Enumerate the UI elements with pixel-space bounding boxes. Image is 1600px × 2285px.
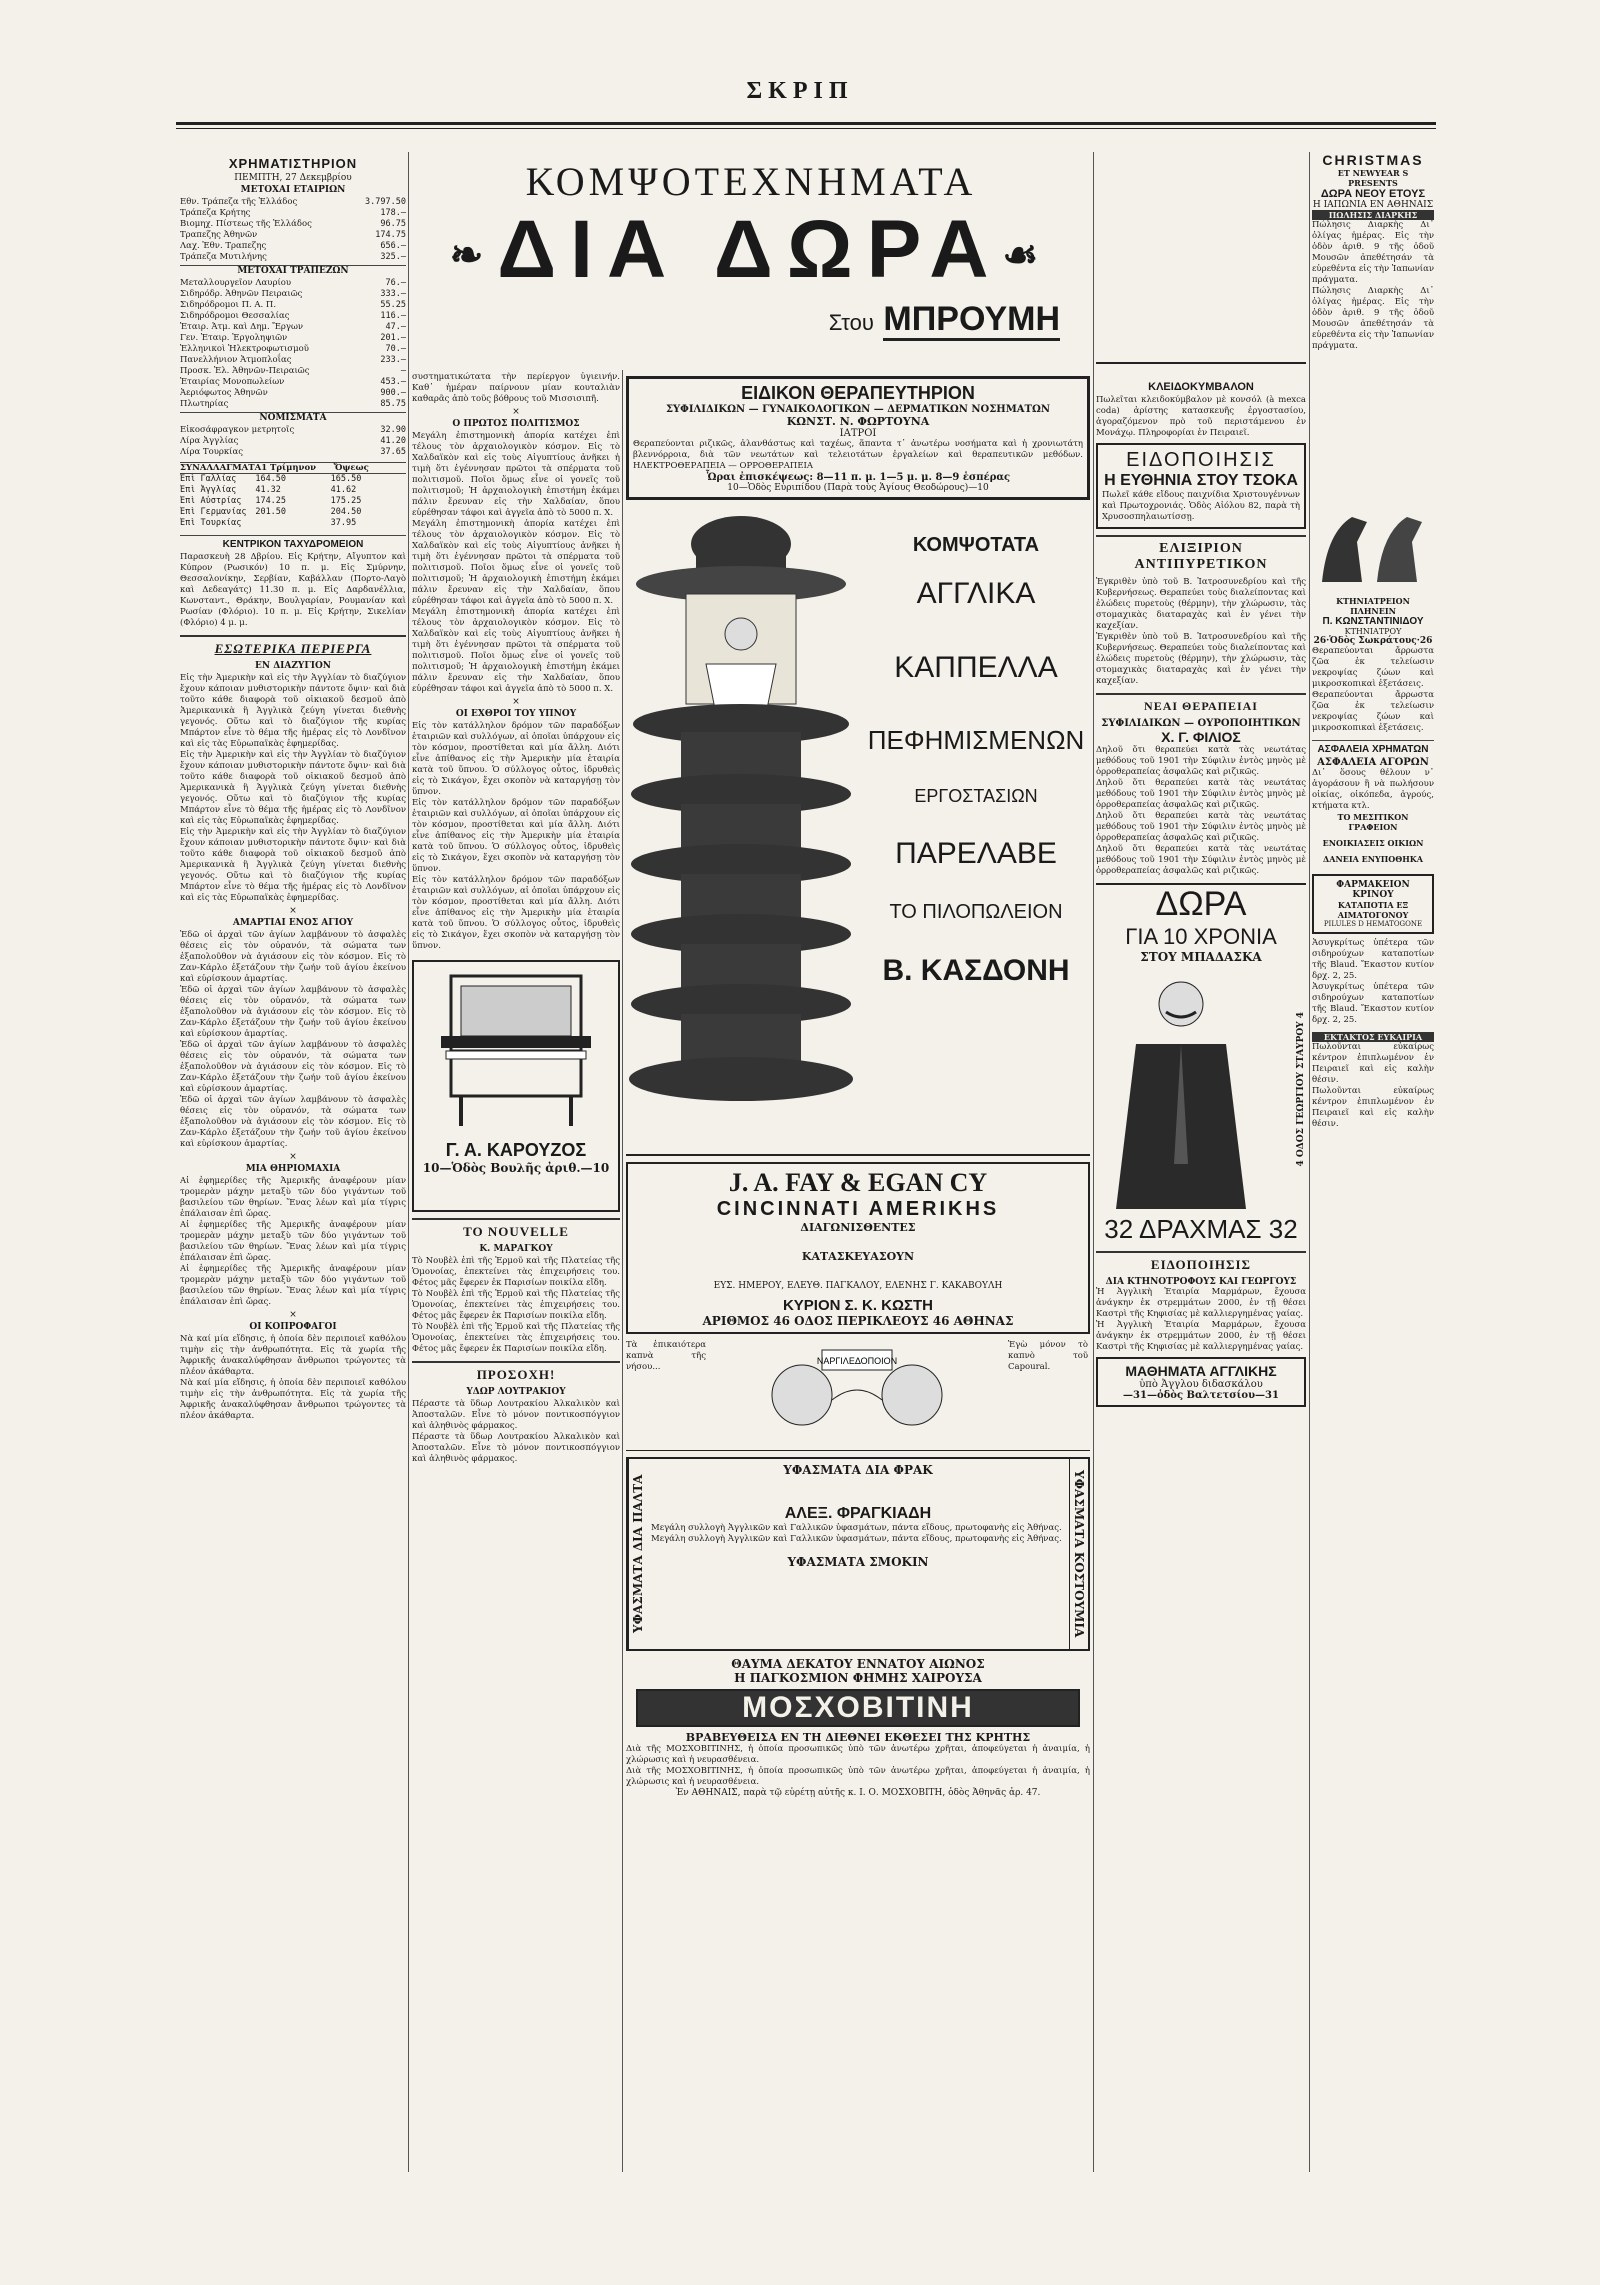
info2-title: ΕΙΔΟΠΟΙΗΣΙΣ: [1096, 1251, 1306, 1273]
vet-title: ΚΤΗΝΙΑΤΡΕΙΟΝ ΠΛΗΝΕΙΝ: [1336, 596, 1410, 616]
medical-text: Θεραπεύονται ριζικῶς, ἀλανθάστως καὶ ταχέως, ἅπαντα τ᾽ ἀνωτέρω νοσήματα καὶ ἡ χρονιωτάτη βλεννόρροια, διὰ τῶν νεωτάτων καὶ τελειοτάτων ἐργαλείων καὶ θεραπευτικῶν μεθόδων. ΗΛΕΚΤΡΟΘΕΡΑΠΕΙΑ — ΟΡΡΟΘΕΡΑΠΕΙΑ: [633, 439, 1083, 471]
company-shares-title: ΜΕΤΟΧΑΙ ΤΡΑΠΕΖΩΝ: [180, 265, 406, 276]
article-text: Μεγάλη ἐπιστημονικὴ ἀπορία κατέχει ἐπὶ τέλους τὸν ἀρχαιολογικὸν κόσμον. Εἰς τὸ Χαλδαϊκὸν καὶ εἰς τοὺς Αἰγυπτίους ἀνῆκει ἡ τιμὴ ὅτι ἐγέννησαν πρῶτοι τὰ σπέρματα τοῦ πολιτισμοῦ. Ποῖοι ὅμως εἶνε οἱ γονεῖς τοῦ πολιτισμοῦ; Ἡ ἀρχαιολογικὴ ἐπιστήμη ἐκάμει πάλιν ἔρευναν εἰς τὴν Χαλδαίαν, ὅπου εὑρέθησαν τάφοι καὶ ἀγγεῖα ἀπὸ τὸ 5000 π. Χ.: [412, 431, 620, 518]
pharmacy-text: Ἀσυγκρίτως ὑπέτερα τῶν σιδηρούχων καταποτίων τῆς Blaud. Ἔκαστον κυτίον δρχ. 2, 25.: [1312, 982, 1434, 1025]
nouvelle-owner: Κ. ΜΑΡΑΓΚΟΥ: [479, 1244, 553, 1254]
column-right-top-left: [1096, 152, 1306, 362]
column-divider: [408, 152, 409, 2172]
article-text: Ἐδῶ οἱ ἀρχαὶ τῶν ἁγίων λαμβάνουν τὸ ἀσφαλὲς θέσεις εἰς τὸν οὐρανόν, τὰ σώματα των ἐξαπολοῦθον νὰ ἀγιάσουν εἰς τὸν κόσμον. Εἰς τὸ Ζαν-Κάρλο ἐξετάζουν τὴν ζωήν τοῦ ἁγίου ἐκείνου καὶ εὑρίσκουν ἁμαρτίας.: [180, 930, 406, 984]
xmas-text: Πώλησις Διαρκὴς Δι᾽ ὀλίγας ἡμέρας. Εἰς τὴν ὁδὸν ἀριθ. 9 τῆς ὁδοῦ Μουσῶν ἀπεθέτησάν τὰ εὑρεθέντα εἰς τὴν Ἰαπωνίαν πράγματα.: [1312, 286, 1434, 351]
fay-ad-line: ΚΥΡΙΟΝ Σ. Κ. ΚΩΣΤΗ: [782, 1297, 934, 1314]
share-row: Προσκ. Ἐλ. Ἀθηνῶν-Πειραιῶς —: [180, 366, 406, 376]
hats-ad-line: Β. ΚΑΣΔΟΝΗ: [882, 954, 1070, 987]
article-title: ΜΙΑ ΘΗΡΙΟΜΑΧΙΑ: [245, 1164, 341, 1174]
article-text: Ἐδῶ οἱ ἀρχαὶ τῶν ἁγίων λαμβάνουν τὸ ἀσφαλὲς θέσεις εἰς τὸν οὐρανόν, τὰ σώματα των ἐξαπολοῦθον νὰ ἀγιάσουν εἰς τὸν κόσμον. Εἰς τὸ Ζαν-Κάρλο ἐξετάζουν τὴν ζωήν τοῦ ἁγίου ἐκείνου καὶ εὑρίσκουν ἁμαρτίας.: [180, 1040, 406, 1094]
article-title: ΕΝ ΔΙΑΖΥΓΙΟΝ: [254, 661, 332, 671]
fay-ad-line: ΑΡΙΘΜΟΣ 46 ΟΔΟΣ ΠΕΡΙΚΛΕΟΥΣ 46 ΑΘΗΝΑΣ: [702, 1314, 1014, 1328]
ad-line: Στου ΜΠΡΟΥΜΗ: [412, 300, 1090, 339]
column-right-middle: [1096, 372, 1306, 2172]
insurance-text: Δι᾽ ὅσους θέλουν ν᾽ ἀγοράσουν ἢ νὰ πωλήσουν οἰκίας, οἰκόπεδα, ἀγρούς, κτήματα κτλ.: [1312, 768, 1434, 811]
separator: ×: [289, 1152, 297, 1162]
opportunity-text: Πωλοῦνται εὐκαίρως κέντρον ἐπιπλωμένον ἐν Πειραιεῖ καὶ εἰς καλὴν θέσιν.: [1312, 1086, 1434, 1129]
fay-ad-line: CINCINNATI AMERIKHS: [716, 1198, 1000, 1220]
elixir-text: Ἐγκριθὲν ὑπὸ τοῦ Β. Ἰατροσυνεδρίου καὶ τῆς Κυβερνήσεως. Θεραπεύει τοὺς διαλείποντας καὶ ἐλώδεις πυρετοὺς (θέρμην), τὴν χλώρωσιν, τὰς στομαχικὰς διαταραχὰς καὶ ἐν γένει τὴν καχεξίαν.: [1096, 632, 1306, 686]
share-row: Πανελλήνιον Ἀτμοπλοΐας 233.—: [180, 355, 406, 365]
fabrics-text: Μεγάλη συλλογὴ Ἀγγλικῶν καὶ Γαλλικῶν ὑφασμάτων, πάντα εἴδους, πρωτοφανὴς εἰς Ἀθήνας.: [651, 1534, 1062, 1544]
article-text: Ἐδῶ οἱ ἀρχαὶ τῶν ἁγίων λαμβάνουν τὸ ἀσφαλὲς θέσεις εἰς τὸν οὐρανόν, τὰ σώματα των ἐξαπολοῦθον νὰ ἀγιάσουν εἰς τὸν κόσμον. Εἰς τὸ Ζαν-Κάρλο ἐξετάζουν τὴν ζωήν τοῦ ἁγίου ἐκείνου καὶ εὑρίσκουν ἁμαρτίας.: [180, 985, 406, 1039]
share-row: Σιδηρόδρομοι Θεσσαλίας 116.—: [180, 311, 406, 321]
gifts-shop: ΣΤΟΥ ΜΠΑΔΑΣΚΑ: [1140, 950, 1262, 964]
hats-ad-line: ΚΟΜΨΟΤΑΤΑ: [912, 534, 1040, 556]
article-text: Αἱ ἐφημερίδες τῆς Ἀμερικῆς ἀναφέρουν μίαν τρομερὰν μάχην μεταξὺ τῶν δύο γιγάντων τοῦ βασιλείου τῶν θηρίων. Ἕνας λέων καὶ μία τίγρις ἐπάλαισαν ἐπὶ ὥρας.: [180, 1264, 406, 1307]
column-exchange: [180, 152, 406, 2172]
gifts-side-address: 4 ΟΔΟΣ ΓΕΩΡΓΙΟΥ ΣΤΑΥΡΟΥ 4: [1296, 1011, 1306, 1167]
share-row: Εθν. Τράπεζα τῆς Ἑλλάδος 3.797.50: [180, 197, 406, 207]
article-text: Αἱ ἐφημερίδες τῆς Ἀμερικῆς ἀναφέρουν μίαν τρομερὰν μάχην μεταξὺ τῶν δύο γιγάντων τοῦ βασιλείου τῶν θηρίων. Ἕνας λέων καὶ μία τίγρις ἐπάλαισαν ἐπὶ ὥρας.: [180, 1220, 406, 1263]
home-news-title: ΕΣΩΤΕΡΙΚΑ ΠΕΡΙΕΡΓΑ: [180, 635, 406, 657]
pharmacy-text: Ἀσυγκρίτως ὑπέτερα τῶν σιδηρούχων καταποτίων τῆς Blaud. Ἔκαστον κυτίον δρχ. 2, 25.: [1312, 938, 1434, 981]
pharmacy-ad: [1312, 874, 1434, 934]
article-text: Νὰ καί μία εἴδησις, ἡ ὁποία δὲν περιποιεῖ καθόλου τιμὴν εἰς τὴν ἀνθρωπότητα. Εἰς τὰ χωρία τῆς Ἀφρικῆς ἀνακαλύφθησαν ἄνθρωποι τρώγοντες τὰ πλέον ἀκάθαρτα.: [180, 1378, 406, 1421]
fay-ad-line: ΔΙΑΓΩΝΙΣΘΕΝΤΕΣ: [800, 1221, 916, 1234]
article-text: Μεγάλη ἐπιστημονικὴ ἀπορία κατέχει ἐπὶ τέλους τὸν ἀρχαιολογικὸν κόσμον. Εἰς τὸ Χαλδαϊκὸν καὶ εἰς τοὺς Αἰγυπτίους ἀνῆκει ἡ τιμὴ ὅτι ἐγέννησαν πρῶτοι τὰ σπέρματα τοῦ πολιτισμοῦ. Ποῖοι ὅμως εἶνε οἱ γονεῖς τοῦ πολιτισμοῦ; Ἡ ἀρχαιολογικὴ ἐπιστήμη ἐκάμει πάλιν ἔρευναν εἰς τὴν Χαλδαίαν, ὅπου εὑρέθησαν τάφοι καὶ ἀγγεῖα ἀπὸ τὸ 5000 π. Χ.: [412, 519, 620, 606]
vet-text: Θεραπεύονται ἄρρωστα ζῶα ἐκ τελείωσιν νεκροψίας ζώων καὶ μικροσκοπικαὶ ἐξετάσεις.: [1312, 646, 1434, 689]
article-text: συστηματικώτατα τὴν περίεργον ὑγιεινήν. Καθ᾽ ἡμέραν παίρνουν μίαν κουταλιὰν καθαρᾶς ἀπὸ τοῦς βόθρους τοῦ Μισσισιπῆ.: [412, 372, 620, 404]
pharmacy-sub: ΚΑΤΑΠΟΤΙΑ ΕΞ ΑΙΜΑΤΟΓΟΝΟΥ: [1337, 900, 1409, 920]
fay-ad-line: J. A. FAY & EGAN CY: [728, 1168, 988, 1197]
masthead-rule: [176, 122, 1436, 125]
vet-address: 26·Ὁδὸς Σωκράτους·26: [1313, 636, 1433, 646]
column-divider: [1093, 152, 1094, 2172]
currency-row: Λίρα Τουρκίας 37.65: [180, 447, 406, 457]
post-title: ΚΕΝΤΡΙΚΟΝ ΤΑΧΥΔΡΟΜΕΙΟΝ: [180, 535, 406, 550]
moschovitis-line: Η ΠΑΓΚΟΣΜΙΟΝ ΦΗΜΗΣ ΧΑΙΡΟΥΣΑ: [734, 1671, 982, 1685]
opportunity-title: ΕΚΤΑΚΤΟΣ ΕΥΚΑΙΡΙΑ: [1312, 1032, 1434, 1042]
moschovitis-ad: [626, 1657, 1090, 1798]
fabrics-center: [647, 1459, 1069, 1649]
cartoon-ad: [626, 1340, 1090, 1451]
fabrics-text: Μεγάλη συλλογὴ Ἀγγλικῶν καὶ Γαλλικῶν ὑφασμάτων, πάντα εἴδους, πρωτοφανὴς εἰς Ἀθήνας.: [651, 1523, 1062, 1533]
fabrics-side-label: ΥΦΑΣΜΑΤΑ ΔΙΑ ΠΑΛΤΑ: [628, 1459, 647, 1649]
currency-title: ΝΟΜΙΣΜΑΤΑ: [180, 412, 406, 423]
ad-line: ΚΟΜΨΟΤΕΧΝΗΜΑΤΑ: [525, 159, 977, 204]
hats-ad-line: ΕΡΓΟΣΤΑΣΙΩΝ: [914, 786, 1038, 806]
fay-ad-line: ΕΥΣ. ΗΜΕΡΟΥ, ΕΛΕΥΘ. ΠΑΓΚΑΛΟΥ, ΕΛΕΝΗΣ Γ. ΚΑΚΑΒΟΥΛΗ: [713, 1281, 1003, 1291]
medical-title: ΕΙΔΙΚΟΝ ΘΕΡΑΠΕΥΤΗΡΙΟΝ: [741, 383, 975, 403]
separator: ×: [512, 697, 520, 707]
share-row: Τραπεζης Ἀθηνῶν 174.75: [180, 230, 406, 240]
syphilis-text: Δηλοῦ ὅτι θεραπεύει κατὰ τὰς νεωτάτας μεθόδους τοῦ 1901 τὴν Σύφιλιν ἐντὸς μηνὸς μὲ ὁρροθεραπείας ἀσφαλῶς καὶ ριζικῶς.: [1096, 778, 1306, 810]
water-text: Πέραστε τὰ ὕδωρ Λουτρακίου Ἀλκαλικὸν καὶ Ἀποσταλῶν. Εἶνε τὸ μόνον ποντικοσπόγγιον καὶ ἀληθινὸς φάρμακος.: [412, 1399, 620, 1431]
fay-ad-line: ΚΑΤΑΣΚΕΥΑΣΟΥΝ: [801, 1250, 915, 1263]
hats-ad-line: ΠΑΡΕΛΑΒΕ: [895, 837, 1057, 870]
hats-ad-line: ΚΑΠΠΕΛΛΑ: [894, 651, 1058, 684]
column-politics: [412, 372, 620, 2172]
english-title: ΜΑΘΗΜΑΤΑ ΑΓΓΛΙΚΗΣ: [1125, 1363, 1277, 1379]
share-row: Τράπεζα Μυτιλήνης 325.—: [180, 252, 406, 262]
cartoon-caption: Τὰ ἐπικαιότερα καπνὰ τῆς νήσου...: [626, 1340, 706, 1372]
hats-ad-line: ΑΓΓΛΙΚΑ: [916, 577, 1036, 610]
cartoon-illustration: [712, 1340, 1002, 1445]
pharmacy-sub2: PILULES D HEMATOGONE: [1323, 920, 1423, 928]
syphilis-doctor: Χ. Γ. ΦΙΛΙΟΣ: [1161, 729, 1241, 745]
fx-row: Ἐπὶ Γερμανίας 201.50 204.50: [180, 507, 362, 517]
syphilis-text: Δηλοῦ ὅτι θεραπεύει κατὰ τὰς νεωτάτας μεθόδους τοῦ 1901 τὴν Σύφιλιν ἐντὸς μηνὸς μὲ ὁρροθεραπείας ἀσφαλῶς καὶ ριζικῶς.: [1096, 745, 1306, 777]
article-text: Αἱ ἐφημερίδες τῆς Ἀμερικῆς ἀναφέρουν μίαν τρομερὰν μάχην μεταξὺ τῶν δύο γιγάντων τοῦ βασιλείου τῶν θηρίων. Ἕνας λέων καὶ μία τίγρις ἐπάλαισαν ἐπὶ ὥρας.: [180, 1176, 406, 1219]
fabrics-bottom-label: ΥΦΑΣΜΑΤΑ ΣΜΟΚΙΝ: [787, 1555, 929, 1569]
fx-row: Ἐπὶ Ἀγγλίας 41.32 41.62: [180, 485, 357, 495]
gifts-price: 32 ΔΡΑΧΜΑΣ 32: [1104, 1214, 1298, 1244]
medical-subtitle: ΣΥΦΙΛΙΔΙΚΩΝ — ΓΥΝΑΙΚΟΛΟΓΙΚΩΝ — ΔΕΡΜΑΤΙΚΩΝ ΝΟΣΗΜΑΤΩΝ: [665, 404, 1051, 415]
fay-machinery-ad: [626, 1162, 1090, 1334]
xmas-line: Η ΙΑΠΩΝΙΑ ΕΝ ΑΘΗΝΑΙΣ: [1312, 200, 1434, 210]
gifts-sub: ΓΙΑ 10 ΧΡΟΝΙΑ: [1125, 924, 1277, 949]
moschovitis-text: Διὰ τῆς ΜΟΣΧΟΒΙΤΙΝΗΣ, ἡ ὁποία προσωπικῶς ὑπὸ τῶν ἀνωτέρω χρῆται, ἀποφεύγεται ἡ ἀναιμία, ἡ χλώρωσις καὶ ἡ νευρασθένεια.: [626, 1766, 1090, 1787]
fx-row: Ἐπὶ Γαλλίας 164.50 165.50: [180, 474, 362, 484]
ad-headline: ❧ΔΙΑ ΔΩΡΑ☙: [449, 204, 1053, 295]
xmas-line: CHRISTMAS: [1322, 152, 1424, 168]
share-row: Πλωτηρίας 85.75: [180, 399, 406, 409]
piano-ad: [412, 960, 620, 1212]
article-text: Εἰς τὴν Ἀμερικὴν καὶ εἰς τὴν Ἀγγλίαν τὸ διαζύγιον ἔχουν κάποιαν μυθιστορικὴν πάντοτε ὄψιν· καὶ διὰ τοῦτο κάθε διαφορὰ τοῦ οἰκιακοῦ δεσμοῦ ἀπὸ Ἀμερικανικὰ ἢ Ἀγγλικὰ ζεύγη γίνεται διεθνὴς γεγονός. Οὕτω καὶ τὸ διαζύγιον τῆς κυρίας Μπάρτον εἶνε τὸ θέμα τῆς ἡμέρας εἰς τὸ Λονδῖνον καὶ εἰς τὰς Εὐρωπαϊκὰς ἐφημερίδας.: [180, 673, 406, 749]
syphilis-text: Δηλοῦ ὅτι θεραπεύει κατὰ τὰς νεωτάτας μεθόδους τοῦ 1901 τὴν Σύφιλιν ἐντὸς μηνὸς μὲ ὁρροθεραπείας ἀσφαλῶς καὶ ριζικῶς.: [1096, 844, 1306, 876]
rent-heading: ΕΝΟΙΚΙΑΣΕΙΣ ΟΙΚΙΩΝ: [1322, 838, 1424, 848]
info2-text: Ἡ Ἀγγλικὴ Ἑταιρία Μαρμάρων, ἔχουσα ἀνάγκην ἐκ στρεμμάτων 2000, ἐν τῇ θέσει Καστρὶ τῆς Κηφισίας μὲ καλλιεργημένας γαίας.: [1096, 1320, 1306, 1352]
currency-list: [180, 425, 406, 458]
pharmacy-title: ΦΑΡΜΑΚΕΙΟΝ ΚΡΙΝΟΥ: [1336, 880, 1410, 900]
moschovitis-text: Διὰ τῆς ΜΟΣΧΟΒΙΤΙΝΗΣ, ἡ ὁποία προσωπικῶς ὑπὸ τῶν ἀνωτέρω χρῆται, ἀποφεύγεται ἡ ἀναιμία, ἡ χλώρωσις καὶ ἡ νευρασθένεια.: [626, 1744, 1090, 1765]
moschovitis-line: ΘΑΥΜΑ ΔΕΚΑΤΟΥ ΕΝΝΑΤΟΥ ΑΙΩΝΟΣ: [731, 1657, 985, 1671]
separator: ×: [289, 906, 297, 916]
cartoon-caption: Ἐγὼ μόνον τὸ καπνὸ τοῦ Capoural.: [1008, 1340, 1088, 1372]
vet-text: Θεραπεύονται ἄρρωστα ζῶα ἐκ τελείωσιν νεκροψίας ζώων καὶ μικροσκοπικαὶ ἐξετάσεις.: [1312, 690, 1434, 733]
article-text: Εἰς τὸν κατάλληλον δρόμον τῶν παραδόξων ἑταιριῶν καὶ συλλόγων, αἱ ὁποῖαι ὑπάρχουν εἰς τὸν κόσμον, προστίθεται καὶ μία ἄλλη. Διότι εἶνε ἀπίθανος εἰς τὴν Ἀμερικὴν μία ἑταιρία κατὰ τοῦ ὕπνου. Ὁ σύλλογος οὗτος, ἰδρυθεὶς εἰς τὸ Σικάγον, ἔχει σκοπὸν νὰ καταργήσῃ τὸν ὕπνον.: [412, 875, 620, 951]
hats-ad-text: [866, 524, 1086, 988]
currency-row: Λίρα Ἀγγλίας 41.20: [180, 436, 406, 446]
article-title: ΟΙ ΕΧΘΡΟΙ ΤΟΥ ΥΠΝΟΥ: [455, 709, 577, 719]
insurance-office: ΤΟ ΜΕΣΙΤΙΚΟΝ ΓΡΑΦΕΙΟΝ: [1337, 812, 1409, 832]
syphilis-text: Δηλοῦ ὅτι θεραπεύει κατὰ τὰς νεωτάτας μεθόδους τοῦ 1901 τὴν Σύφιλιν ἐντὸς μηνὸς μὲ ὁρροθεραπείας ἀσφαλῶς καὶ ριζικῶς.: [1096, 811, 1306, 843]
fabrics-shop-name: ΑΛΕΞ. ΦΡΑΓΚΙΑΔΗ: [784, 1505, 932, 1522]
water-sub: ΥΔΩΡ ΛΟΥΤΡΑΚΙΟΥ: [466, 1387, 566, 1397]
bank-shares-title: ΜΕΤΟΧΑΙ ΕΤΑΙΡΙΩΝ: [240, 185, 346, 195]
fx-row: Ἐπὶ Τουρκίας 37.95: [180, 518, 357, 528]
share-row: Ἑλληνικοὶ Ἠλεκτροφωτισμοῦ 70.—: [180, 344, 406, 354]
article-text: Νὰ καί μία εἴδησις, ἡ ὁποία δὲν περιποιεῖ καθόλου τιμὴν εἰς τὴν ἀνθρωπότητα. Εἰς τὰ χωρία τῆς Ἀφρικῆς ἀνακαλύφθησαν ἄνθρωποι τρώγοντες τὰ πλέον ἀκάθαρτα.: [180, 1334, 406, 1377]
notice-sub: Η ΕΥΘΗΝΙΑ ΣΤΟΥ ΤΣΟΚΑ: [1104, 472, 1298, 489]
fabrics-ad: [626, 1457, 1090, 1651]
vet-name: Π. ΚΩΝΣΤΑΝΤΙΝΙΔΟΥ: [1322, 616, 1424, 627]
company-shares-list: [180, 278, 406, 410]
separator: ×: [512, 407, 520, 417]
share-row: Βιομηχ. Πίστεως τῆς Ἑλλάδος 96.75: [180, 219, 406, 229]
piano-shop-name: Γ. Α. ΚΑΡΟΥΖΟΣ: [445, 1140, 587, 1160]
exchange-date: ΠΕΜΠΤΗ, 27 Δεκεμβρίου: [234, 173, 352, 183]
share-row: Ἀεριόφωτος Ἀθηνῶν 900.—: [180, 388, 406, 398]
cartoon-sign-label: ΝΑΡΓΙΛΕΔΟΠΟΙΟΝ: [816, 1356, 898, 1366]
piano-sale-text: Πωλεῖται κλειδοκύμβαλον μὲ κονσόλ (à mexca coda) ἀρίστης κατασκευῆς ἐργοστασίου, ἀγοραζόμενον πρὸ τοῦ περιστάμενου ἐν Μονάχῳ. Πληροφορίαι ἐν Πειραιεῖ.: [1096, 395, 1306, 438]
share-row: Λαχ. Ἐθν. Τραπεζης 656.—: [180, 241, 406, 251]
masthead-rule-thin: [176, 128, 1436, 129]
syphilis-title: ΝΕΑΙ ΘΕΡΑΠΕΙΑΙ: [1096, 693, 1306, 714]
newspaper-name: ΣΚΡΙΠ: [746, 78, 854, 104]
nouvelle-text: Τὸ Νουβὲλ ἐπὶ τῆς Ἑρμοῦ καὶ τῆς Πλατείας τῆς Ὁμονοίας, ἐπεκτείνει τὰς ἐπιχειρήσεις του. Φέτος μᾶς ἔφερεν ἐκ Παρισίων ποικίλα εἴδη.: [412, 1322, 620, 1354]
insurance-title: ΑΣΦΑΛΕΙΑ ΧΡΗΜΑΤΩΝ: [1312, 740, 1434, 755]
piano-shop-address: 10—Ὁδὸς Βουλῆς ἀριθ.—10: [422, 1161, 610, 1175]
hats-ad: [626, 504, 1090, 1156]
xmas-line: ΔΩΡΑ ΝΕΟΥ ΕΤΟΥΣ: [1320, 188, 1426, 200]
article-text: Εἰς τὸν κατάλληλον δρόμον τῶν παραδόξων ἑταιριῶν καὶ συλλόγων, αἱ ὁποῖαι ὑπάρχουν εἰς τὸν κόσμον, προστίθεται καὶ μία ἄλλη. Διότι εἶνε ἀπίθανος εἰς τὴν Ἀμερικὴν μία ἑταιρία κατὰ τοῦ ὕπνου. Ὁ σύλλογος οὗτος, ἰδρυθεὶς εἰς τὸ Σικάγον, ἔχει σκοπὸν νὰ καταργήσῃ τὸν ὕπνον.: [412, 721, 620, 797]
article-title: ΟΙ ΚΟΠΡΟΦΑΓΟΙ: [249, 1322, 337, 1332]
article-text: Ἐδῶ οἱ ἀρχαὶ τῶν ἁγίων λαμβάνουν τὸ ἀσφαλὲς θέσεις εἰς τὸν οὐρανόν, τὰ σώματα των ἐξαπολοῦθον νὰ ἀγιάσουν εἰς τὸν κόσμον. Εἰς τὸ Ζαν-Κάρλο ἐξετάζουν τὴν ζωήν τοῦ ἁγίου ἐκείνου καὶ εὑρίσκουν ἁμαρτίας.: [180, 1095, 406, 1149]
fabrics-side-label: ΥΦΑΣΜΑΤΑ ΚΟΣΤΟΥΜΙΑ: [1069, 1459, 1088, 1649]
nouvelle-title: ΤΟ NOUVELLE: [412, 1218, 620, 1240]
piano-illustration: [418, 966, 614, 1136]
tsokas-notice: [1096, 443, 1306, 529]
separator: ×: [289, 1310, 297, 1320]
water-text: Πέραστε τὰ ὕδωρ Λουτρακίου Ἀλκαλικὸν καὶ Ἀποσταλῶν. Εἶνε τὸ μόνον ποντικοσπόγγιον καὶ ἀληθινὸς φάρμακος.: [412, 1432, 620, 1464]
hats-stack-illustration: [626, 504, 856, 1144]
loans-heading: ΔΑΝΕΙΑ ΕΝΥΠΟΘΗΚΑ: [1323, 854, 1423, 864]
insurance-sub: ΑΣΦΑΛΕΙΑ ΑΓΟΡΩΝ: [1317, 757, 1429, 768]
share-row: Γεν. Ἑταιρ. Ἐργοληψιῶν 201.—: [180, 333, 406, 343]
opportunity-text: Πωλοῦνται εὐκαίρως κέντρον ἐπιπλωμένον ἐν Πειραιεῖ καὶ εἰς καλὴν θέσιν.: [1312, 1042, 1434, 1085]
moschovitis-address: Ἐν ΑΘΗΝΑΙΣ, παρὰ τῷ εὑρέτῃ αὐτῆς κ. Ι. Ο. ΜΟΣΧΟΒΙΤΗ, ὁδὸς Ἀθηνᾶς ἀρ. 47.: [675, 1788, 1041, 1798]
share-row: Ἑταιρ. Ἀτμ. καὶ Δημ. Ἔργων 47.—: [180, 322, 406, 332]
notice-text: Πωλεῖ κάθε εἴδους παιχνίδια Χριστουγέννων καὶ Πρωτοχρονιάς. Ὁδὸς Αἰόλου 82, παρὰ τὴ Χρυσοσπηλαιωτίσσῃ.: [1102, 490, 1300, 522]
xmas-line: ΠΩΛΗΣΙΣ ΔΙΑΡΚΗΣ: [1312, 210, 1434, 220]
medical-ad: [626, 376, 1090, 500]
column-center: [626, 372, 1090, 2172]
hats-ad-line: ΠΕΦΗΜΙΣΜΕΝΩΝ: [867, 725, 1085, 755]
syphilis-sub: ΣΥΦΙΛΙΔΙΚΩΝ — ΟΥΡΟΠΟΙΗΤΙΚΩΝ: [1101, 718, 1301, 729]
column-divider: [1309, 152, 1310, 2172]
share-row: Σιδηρόδρομοι Π. Α. Π. 55.25: [180, 300, 406, 310]
water-title: ΠΡΟΣΟΧΗ!: [412, 1361, 620, 1383]
share-row: Ἑταιρίας Μονοπωλείων 453.—: [180, 377, 406, 387]
medical-doctors: ΚΩΝΣΤ. Ν. ΦΩΡΤΟΥΝΑ: [786, 415, 930, 428]
vet-role: ΚΤΗΝΙΑΤΡΟΥ: [1344, 627, 1402, 636]
elixir-text: Ἐγκριθὲν ὑπὸ τοῦ Β. Ἰατροσυνεδρίου καὶ τῆς Κυβερνήσεως. Θεραπεύει τοὺς διαλείποντας καὶ ἐλώδεις πυρετοὺς (θέρμην), τὴν χλώρωσιν, τὰς στομαχικὰς διαταραχὰς καὶ ἐν γένει τὴν καχεξίαν.: [1096, 577, 1306, 631]
coat-man-illustration: [1096, 964, 1266, 1214]
hats-ad-line: ΤΟ ΠΙΛΟΠΩΛΕΙΟΝ: [889, 901, 1063, 923]
english-address: —31—ὁδὸς Βαλτετσίου—31: [1123, 1390, 1279, 1401]
nouvelle-text: Τὸ Νουβὲλ ἐπὶ τῆς Ἑρμοῦ καὶ τῆς Πλατείας τῆς Ὁμονοίας, ἐπεκτείνει τὰς ἐπιχειρήσεις του. Φέτος μᾶς ἔφερεν ἐκ Παρισίων ποικίλα εἴδη.: [412, 1289, 620, 1321]
gifts-title: ΔΩΡΑ: [1155, 885, 1247, 923]
column-divider: [622, 370, 623, 2172]
article-text: Μεγάλη ἐπιστημονικὴ ἀπορία κατέχει ἐπὶ τέλους τὸν ἀρχαιολογικὸν κόσμον. Εἰς τὸ Χαλδαϊκὸν καὶ εἰς τοὺς Αἰγυπτίους ἀνῆκει ἡ τιμὴ ὅτι ἐγέννησαν πρῶτοι τὰ σπέρματα τοῦ πολιτισμοῦ. Ποῖοι ὅμως εἶνε οἱ γονεῖς τοῦ πολιτισμοῦ; Ἡ ἀρχαιολογικὴ ἐπιστήμη ἐκάμει πάλιν ἔρευναν εἰς τὴν Χαλδαίαν, ὅπου εὑρέθησαν τάφοι καὶ ἀγγεῖα ἀπὸ τὸ 5000 π. Χ.: [412, 607, 620, 694]
gifts-coat-ad: [1096, 883, 1306, 1245]
horse-head-illustration: [1312, 502, 1430, 592]
fx-header: ΣΥΝΑΛΛΑΓΜΑΤΑ 1 Τρίμηνον Ὄψεως: [180, 462, 406, 474]
english-sub: ὑπὸ Ἀγγλου διδασκάλου: [1139, 1379, 1263, 1390]
piano-sale-title: ΚΛΕΙΔΟΚΥΜΒΑΛΟΝ: [1148, 381, 1254, 393]
share-row: Τράπεζα Κρήτης 178.—: [180, 208, 406, 218]
xmas-text: Πώλησις Διαρκὴς Δι᾽ ὀλίγας ἡμέρας. Εἰς τὴν ὁδὸν ἀριθ. 9 τῆς ὁδοῦ Μουσῶν ἀπεθέτησάν τὰ εὑρεθέντα εἰς τὴν Ἰαπωνίαν πράγματα.: [1312, 220, 1434, 285]
english-lessons-ad: [1096, 1357, 1306, 1407]
article-title: ΑΜΑΡΤΙΑΙ ΕΝΟΣ ΑΓΙΟΥ: [232, 918, 354, 928]
moschovitis-line: ΒΡΑΒΕΥΘΕΙΣΑ ΕΝ ΤΗ ΔΙΕΘΝΕΙ ΕΚΘΕΣΕΙ ΤΗΣ ΚΡΗΤΗΣ: [685, 1731, 1031, 1744]
article-text: Εἰς τὴν Ἀμερικὴν καὶ εἰς τὴν Ἀγγλίαν τὸ διαζύγιον ἔχουν κάποιαν μυθιστορικὴν πάντοτε ὄψιν· καὶ διὰ τοῦτο κάθε διαφορὰ τοῦ οἰκιακοῦ δεσμοῦ ἀπὸ Ἀμερικανικὰ ἢ Ἀγγλικὰ ζεύγη γίνεται διεθνὴς γεγονός. Οὕτω καὶ τὸ διαζύγιον τῆς κυρίας Μπάρτον εἶνε τὸ θέμα τῆς ἡμέρας εἰς τὸ Λονδῖνον καὶ εἰς τὰς Εὐρωπαϊκὰς ἐφημερίδας.: [180, 750, 406, 826]
moschovitis-brand: ΜΟΣΧΟΒΙΤΙΝΗ: [636, 1689, 1080, 1727]
fabrics-top-label: ΥΦΑΣΜΑΤΑ ΔΙΑ ΦΡΑΚ: [783, 1463, 933, 1477]
article-text: Εἰς τὴν Ἀμερικὴν καὶ εἰς τὴν Ἀγγλίαν τὸ διαζύγιον ἔχουν κάποιαν μυθιστορικὴν πάντοτε ὄψιν· καὶ διὰ τοῦτο κάθε διαφορὰ τοῦ οἰκιακοῦ δεσμοῦ ἀπὸ Ἀμερικανικὰ ἢ Ἀγγλικὰ ζεύγη γίνεται διεθνὴς γεγονός. Οὕτω καὶ τὸ διαζύγιον τῆς κυρίας Μπάρτον εἶνε τὸ θέμα τῆς ἡμέρας εἰς τὸ Λονδῖνον καὶ εἰς τὰς Εὐρωπαϊκὰς ἐφημερίδας.: [180, 827, 406, 903]
gifts-figure-row: [1096, 964, 1306, 1214]
medical-role: ΙΑΤΡΟΙ: [839, 428, 877, 439]
exchange-title: ΧΡΗΜΑΤΙΣΤΗΡΙΟΝ: [228, 156, 358, 171]
article-text: Εἰς τὸν κατάλληλον δρόμον τῶν παραδόξων ἑταιριῶν καὶ συλλόγων, αἱ ὁποῖαι ὑπάρχουν εἰς τὸν κόσμον, προστίθεται καὶ μία ἄλλη. Διότι εἶνε ἀπίθανος εἰς τὴν Ἀμερικὴν μία ἑταιρία κατὰ τοῦ ὕπνου. Ὁ σύλλογος οὗτος, ἰδρυθεὶς εἰς τὸ Σικάγον, ἔχει σκοπὸν νὰ καταργήσῃ τὸν ὕπνον.: [412, 798, 620, 874]
gifts-banner-ad: [412, 152, 1090, 372]
currency-row: Εἰκοσάφραγκον μετρητοῖς 32.90: [180, 425, 406, 435]
notice-title: ΕΙΔΟΠΟΙΗΣΙΣ: [1126, 449, 1276, 471]
info2-text: Ἡ Ἀγγλικὴ Ἑταιρία Μαρμάρων, ἔχουσα ἀνάγκην ἐκ στρεμμάτων 2000, ἐν τῇ θέσει Καστρὶ τῆς Κηφισίας μὲ καλλιεργημένας γαίας.: [1096, 1287, 1306, 1319]
post-text: Παρασκευὴ 28 Δβρίου. Εἰς Κρήτην, Αἴγυπτον καὶ Κύπρον (Ρωσικόν) 10 π. μ. Εἰς Σμύρνην, Θεσσαλονίκην, Σερβίαν, Καβάλλαν (Πορτο-Λαγὸ καὶ Δεδεαγάτς) 11.30 π. μ. Εἰς Δαρδανέλλια, Κωνσταντ., Θράκην, Βουλγαρίαν, Ρουμανίαν καὶ Ρωσίαν (Φλόριο). 10 π. μ. Εἰς Κρήτην, Σικελίαν (Φλόριο) 4 μ. μ.: [180, 552, 406, 628]
article-title: Ο ΠΡΩΤΟΣ ΠΟΛΙΤΙΣΜΟΣ: [452, 419, 580, 429]
share-row: Σιδηρόδρ. Ἀθηνῶν Πειραιῶς 333.—: [180, 289, 406, 299]
nouvelle-text: Τὸ Νουβὲλ ἐπὶ τῆς Ἑρμοῦ καὶ τῆς Πλατείας τῆς Ὁμονοίας, ἐπεκτείνει τὰς ἐπιχειρήσεις του. Φέτος μᾶς ἔφερεν ἐκ Παρισίων ποικίλα εἴδη.: [412, 1256, 620, 1288]
elixir-title: ΕΛΙΞΙΡΙΟΝ ΑΝΤΙΠΥΡΕΤΙΚΟΝ: [1096, 535, 1306, 573]
bank-shares-list: [180, 197, 406, 263]
share-row: Μεταλλουργεῖον Λαυρίου 76.—: [180, 278, 406, 288]
medical-address: 10—Ὁδὸς Εὐριπίδου (Παρὰ τοὺς Ἁγίους Θεοδώρους)—10: [727, 483, 989, 493]
xmas-line: ET NEWYEAR S PRESENTS: [1337, 168, 1409, 188]
info2-sub: ΔΙΑ ΚΤΗΝΟΤΡΟΦΟΥΣ ΚΑΙ ΓΕΩΡΓΟΥΣ: [1105, 1277, 1297, 1287]
fx-row: Ἐπὶ Αὐστρίας 174.25 175.25: [180, 496, 362, 506]
column-far-right: [1312, 152, 1434, 2172]
medical-hours: Ὧραι ἐπισκέψεως: 8—11 π. μ. 1—5 μ. μ. 8—9 ἑσπέρας: [705, 472, 1011, 483]
